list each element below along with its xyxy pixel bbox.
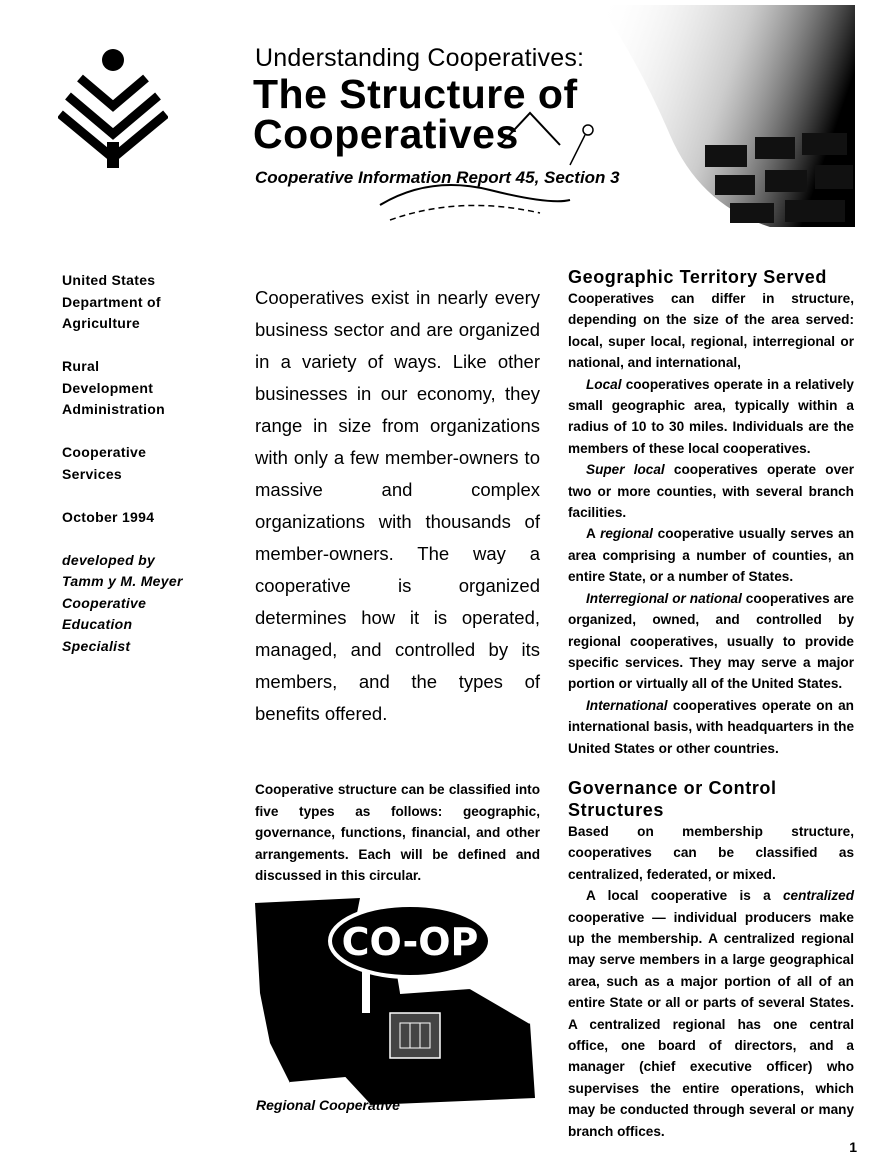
sidebar-line: developed by bbox=[62, 551, 156, 568]
sidebar-line: Cooperative bbox=[62, 444, 147, 460]
emphasis: Interregional or national bbox=[586, 590, 742, 606]
page-number: 1 bbox=[849, 1139, 857, 1155]
classification-paragraph bbox=[255, 779, 540, 887]
paragraph-text: cooperatives operate over two or more counties, with several branch facilities. bbox=[568, 462, 855, 521]
publication-date: October 1994 bbox=[62, 508, 155, 525]
title-line: The Structure of bbox=[253, 71, 578, 117]
paragraph-text: cooperatives operate on an international basis, with headquarters in the United States or other countries. bbox=[568, 697, 854, 756]
emphasis: Super local bbox=[586, 462, 665, 478]
paragraph-text: A local cooperative is a bbox=[586, 888, 783, 904]
sidebar-line: United States bbox=[62, 272, 156, 288]
section-paragraph: Based on membership structure, cooperatives can be classified as centralized, federated, or mixed. bbox=[568, 824, 854, 882]
section-paragraph bbox=[568, 695, 854, 759]
illustration-caption: Regional Cooperative bbox=[256, 1097, 400, 1113]
emphasis: International bbox=[586, 697, 668, 713]
emphasis: centralized bbox=[782, 888, 854, 904]
paragraph-text: cooperative usually serves an area comprising a number of counties, an entire State, or a number of States. bbox=[568, 526, 854, 585]
section-paragraph: Cooperatives can differ in structure, depending on the size of the area served: local, super local, regional, interregional or national, and international, bbox=[568, 291, 854, 371]
sidebar-line: Education bbox=[62, 616, 133, 632]
section-paragraph bbox=[568, 885, 854, 1142]
paragraph-text: A bbox=[586, 526, 601, 542]
classification-text: Cooperative structure can be classified into five types as follows: geographic, governance, functions, financial, and other arrangements. Each will be defined and discussed in this circular. bbox=[255, 782, 540, 883]
intro-paragraph bbox=[255, 282, 540, 730]
section-paragraph bbox=[568, 374, 854, 460]
paragraph-text: cooperatives are organized, owned, and controlled by regional cooperatives, usually to provide specific services. They may serve a major portion or virtually all of the United States. bbox=[568, 590, 854, 692]
regional-cooperative-illustration bbox=[250, 893, 540, 1113]
heading-line: Governance or Control bbox=[568, 778, 777, 798]
sidebar bbox=[62, 270, 237, 679]
series-title: Understanding Cooperatives: bbox=[255, 44, 585, 72]
section-heading bbox=[568, 777, 854, 821]
usda-logo bbox=[58, 48, 168, 170]
sidebar-line: Cooperative bbox=[62, 594, 147, 611]
agency-block bbox=[62, 270, 237, 335]
section-paragraph bbox=[568, 459, 854, 523]
sidebar-line: Tamm y M. Meyer bbox=[62, 573, 183, 589]
page-title bbox=[253, 71, 578, 157]
sidebar-line: Administration bbox=[62, 401, 165, 417]
sidebar-line: Development bbox=[62, 379, 154, 396]
sidebar-line: Department of bbox=[62, 293, 161, 310]
report-subtitle: Cooperative Information Report 45, Section 3 bbox=[255, 168, 620, 187]
heading-line: Structures bbox=[568, 800, 665, 820]
agency-block bbox=[62, 442, 237, 485]
title-line: Cooperatives bbox=[253, 111, 519, 157]
author-credit bbox=[62, 550, 237, 658]
paragraph-text: cooperatives operate in a relatively small geographic area, typically within a radius of 10 to 30 miles. Individuals are the members of these local cooperatives. bbox=[568, 376, 854, 456]
section-heading: Geographic Territory Served bbox=[568, 267, 827, 287]
emphasis: Local bbox=[586, 376, 622, 392]
sidebar-line: Agriculture bbox=[62, 315, 140, 331]
section-paragraph bbox=[568, 523, 854, 587]
paragraph-text: cooperative — individual producers make up the membership. A centralized regional may serve members in a large geographical area, such as a major portion of all of an entire State or all or parts of several States. A centralized regional has one central office, one board of directors, and a manager (chief executive officer) who supervises the entire operations, which may be conducted through several or many branch offices. bbox=[568, 909, 854, 1139]
coop-sign-text: CO-OP bbox=[341, 920, 479, 964]
agency-block bbox=[62, 356, 237, 421]
sidebar-line: Rural bbox=[62, 358, 100, 374]
section-paragraph bbox=[568, 588, 854, 695]
sidebar-line: Services bbox=[62, 465, 123, 482]
sidebar-line: Specialist bbox=[62, 637, 131, 654]
emphasis: regional bbox=[600, 526, 653, 542]
governance-section bbox=[568, 777, 854, 1142]
intro-text: Cooperatives exist in nearly every business sector and are organized in a variety of ways. Like other businesses in our economy, they range in size from organizations with only a few member-owners to massive and complex organizations with thousands of member-owners. The way a cooperative is organized determines how it is operated, managed, and controlled by its members, and the types of benefits offered. bbox=[255, 287, 540, 724]
geographic-section bbox=[568, 266, 854, 759]
